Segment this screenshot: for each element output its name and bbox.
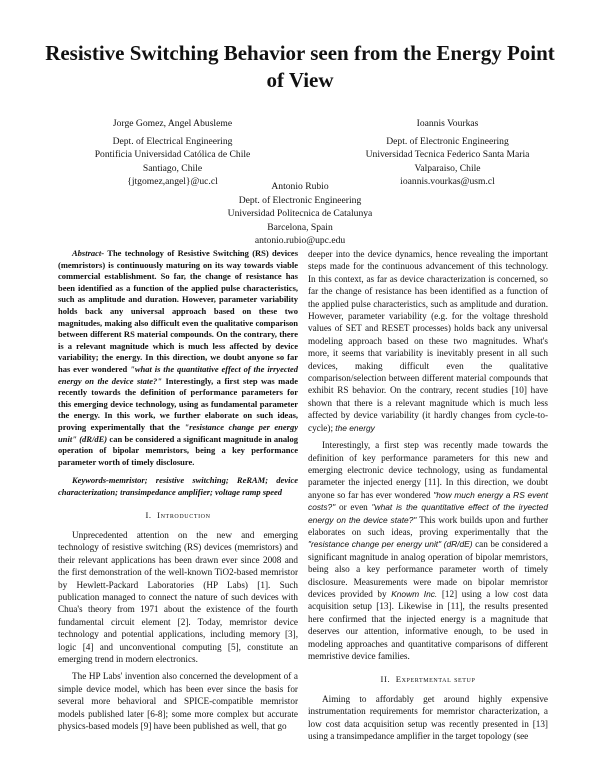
author-names: Jorge Gomez, Angel Abusleme [112,118,233,129]
abstract: Abstract- The technology of Resistive Switching (RS) devices (memristors) is continuously maturing on its way towards viable commercial establishment. So far, the change of resistance has been identified as a function of the applied pulse characteristics, such as amplitude and duration. However, parameter variability holds back any universal approach based on these two magnitudes, making also difficult even the qualitative comparison between different RS material compounds. On the contrary, there is a relevant magnitude which is much less affected by device variability; the energy. In this direction, we doubt anyone so far has ever wondered "what is the quantitative effect of the irryected energy on the device state?" Interestingly, a first step was made recently towards the definition of performance parameters for this emerging device technology, using as fundamental parameter the energy. In this work, we further elaborate on such ideas, proving experimentally that the "resistance change per energy unit" (dR/dE) can be considered a significant magnitude in analog operation of bipolar memristors, being a key performance parameter worth of timely disclosure. [58,248,298,467]
section-heading-introduction: I. Introduction [145,510,211,521]
keywords: Keywords-memristor; resistive switching; ReRAM; device characterization; transimpedance amplifier; voltage ramp speed [58,475,298,497]
author-block-2 [325,117,570,189]
author-email: {jtgomez,angel}@uc.cl [127,176,218,187]
author-city: Santiago, Chile [142,162,203,174]
author-block-1 [50,117,295,189]
author-institution: Pontificia Universidad Católica de Chile [94,149,251,160]
author-institution: Universidad Tecnica Federico Santa Maria [365,149,530,160]
author-dept: Dept. of Electronic Engineering [386,135,509,147]
abstract-quote-1: "what is the quantitative effect of the irryected energy on the device state?" [58,363,298,386]
abstract-label: Abstract- [72,248,105,258]
author-city: Valparaiso, Chile [414,162,481,174]
section-heading-experimental-setup: II. Expertmental setup [380,674,476,685]
intro-paragraph-1: Unprecedented attention on the new and emerging technology of resistive switching (RS) devices (memristors) and their relevant applications has been drawn ever since 2008 and the first demonstration of the well-known TiO2-based memristor by Hewlett-Packard Laboratories (HP Labs) [1]. Such publication managed to connect the nature of such devices with Chua's theory from 1971 about the existence of the fourth fundamental circuit element [2]. Today, memristor device technology and potential applications, including memory [3], logic [4] and unconventional computing [5], constitute an emerging trend in modern electronics. [58,529,298,664]
author-email: ioannis.vourkas@usm.cl [400,176,495,187]
author-block-3 [175,180,425,248]
author-names: Ioannis Vourkas [416,118,479,129]
author-city: Barcelona, Spain [267,221,333,233]
right-column [308,248,548,742]
left-column [58,248,298,732]
author-institution: Universidad Politecnica de Catalunya [227,208,373,219]
author-names: Antonio Rubio [271,181,329,192]
abstract-quote-2: "resistance change per energy unit" (dR/dE) [58,421,298,444]
author-dept: Dept. of Electronic Engineering [238,194,362,206]
author-email: antonio.rubio@upc.edu [254,235,346,246]
author-dept: Dept. of Electrical Engineering [112,135,233,147]
paper-title: Resistive Switching Behavior seen from the Energy Point of View [45,41,555,92]
intro-paragraph-2: The HP Labs' invention also concerned the development of a simple device model, which has been ever since the basis for several more behavioral and SPICE-compatible memristor models published later [6-8]; some more complex but accurate physics-based models [9] have been published as well, that go [58,671,298,731]
setup-paragraph-1: Aiming to affordably get around highly expensive instrumentation requirements for memristor characterization, a low cost data acquisition setup was recently presented in [13] using a transimpedance amplifier in the target topology (see [308,693,548,742]
intro-paragraph-4: Interestingly, a first step was recently made towards the definition of key performance parameters for this new and emerging electronic device technology, using as fundamental parameter the injected energy [11]. In this direction, we doubt anyone so far has ever wondered "how much energy a RS event costs?" or even "what is the quantitative effect of the iryected energy on the device state?" This work builds upon and further elaborates on such ideas, proving experimentally that the "resistance change per energy unit" (dR/dE) can be considered a significant magnitude in analog operation of bipolar memristors, being also a key performance parameter worth of timely disclosure. Measurements were made on bipolar memristor devices provided by Knowm Inc. [12] using a low cost data acquisition setup [13]. Likewise in [11], the results presented here confirmed that the injected energy is a magnitude that deserves our attention, informative enough, to be used in modeling approaches and quantitative comparisons of different memristive device families. [308,440,549,661]
intro-paragraph-3: deeper into the device dynamics, hence revealing the important steps made for the continuous advancement of this technology. In this context, as far as device characterization is concerned, so far the change of resistance has been identified as a function of the applied pulse characteristics, such as amplitude and duration. However, parameter variability (e.g. for the voltage threshold values of SET and RESET processes) holds back any universal modeling approach based on these two magnitudes. What's more, it seems that variability is inevitably present in all such devices, making difficult even the qualitative comparison/selection between different material compounds that exhibit RS behavior. On the contrary, recent studies [10] have shown that there is a relevant magnitude which is much less affected by device variability (it hardly changes from cycle-to-cycle); the energy [308,249,548,433]
